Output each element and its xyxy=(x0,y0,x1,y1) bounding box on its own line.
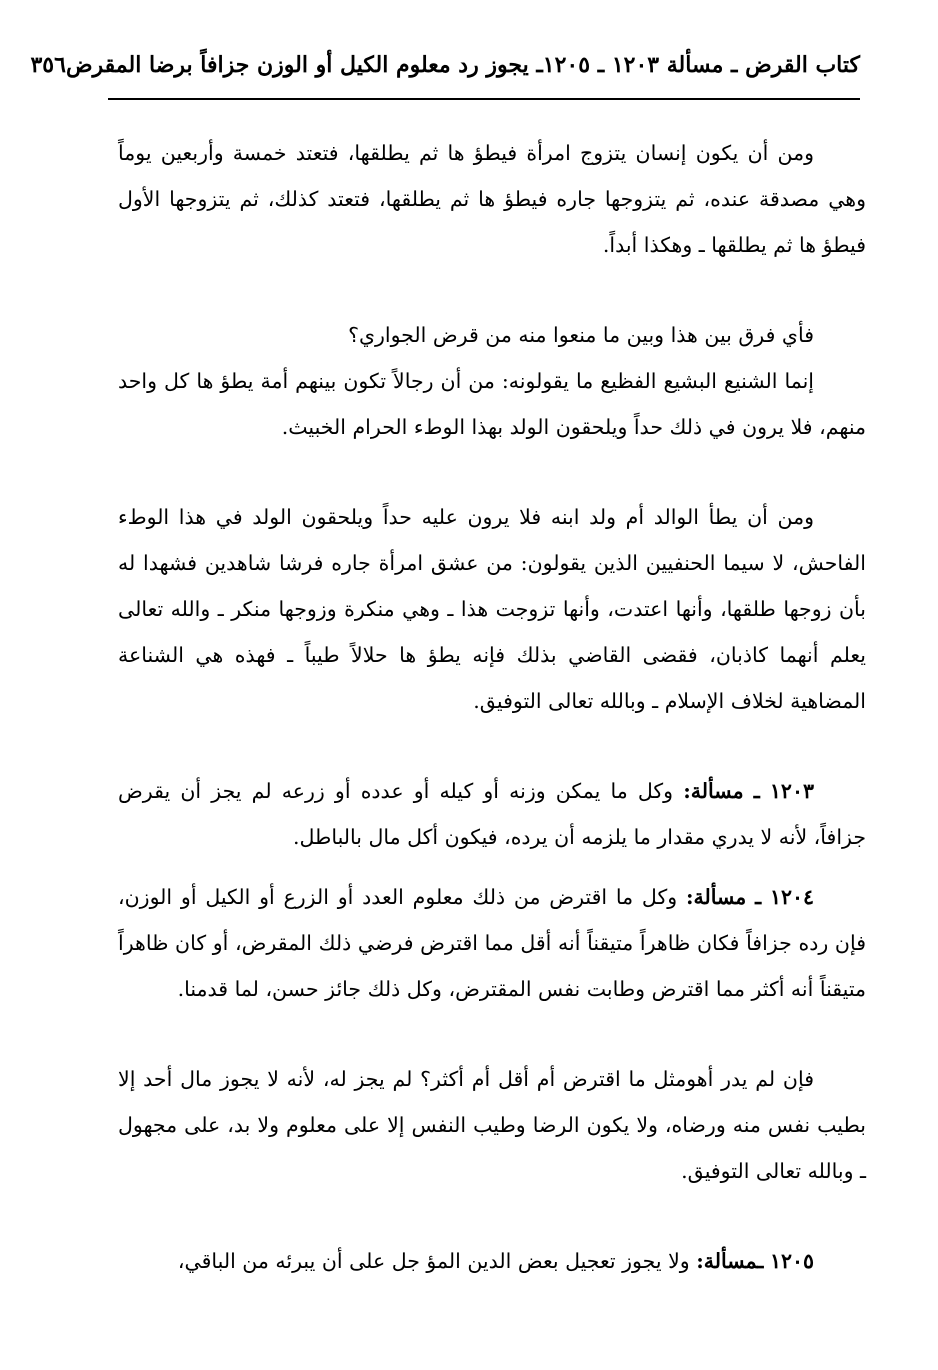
paragraph: فإن لم يدر أهومثل ما اقترض أم أقل أم أكثر؟ لم يجز له، لأنه لا يجوز مال أحد إلا بطيب نفس منه ورضاه، ولا يكون الرضا وطيب النفس إلا على معلوم ولا بد، على مجهول ـ وبالله تعالى التوفيق. xyxy=(118,1067,866,1183)
page-number: ٣٥٦ xyxy=(30,52,66,78)
issue-1205: ١٢٠٥ ـمسألة: ولا يجوز تعجيل بعض الدين المؤ جل على أن يبرئه من الباقي، xyxy=(177,1249,814,1273)
page-header xyxy=(30,52,860,78)
header-rule xyxy=(108,98,860,100)
page-body xyxy=(118,130,866,1284)
paragraph: إنما الشنيع البشيع الفظيع ما يقولونه: من أن رجالاً تكون بينهم أمة يطؤ ها كل واحد منهم، فلا يرون في ذلك حداً ويلحقون الولد بهذا الوطء الحرام الخبيث. xyxy=(118,369,866,439)
paragraph: ومن أن يكون إنسان يتزوج امرأة فيطؤ ها ثم يطلقها، فتعتد خمسة وأربعين يوماً وهي مصدقة عنده، ثم يتزوجها جاره فيطؤ ها ثم يطلقها، فتعتد كذلك، ثم يتزوجها الأول فيطؤ ها ثم يطلقها ـ وهكذا أبداً. xyxy=(118,141,866,257)
issue-number: ١٢٠٤ xyxy=(769,885,814,909)
issue-1203: ١٢٠٣ ـ مسألة: وكل ما يمكن وزنه أو كيله أو عدده أو زرعه لم يجز أن يقرض جزافاً، لأنه لا يدري مقدار ما يلزمه أن يرده، فيكون أكل مال بالباطل. xyxy=(118,779,866,849)
issue-number: ١٢٠٣ xyxy=(769,779,814,803)
paragraph: فأي فرق بين هذا وبين ما منعوا منه من قرض الجواري؟ xyxy=(348,323,814,347)
issue-1204: ١٢٠٤ ـ مسألة: وكل ما اقترض من ذلك معلوم العدد أو الزرع أو الكيل أو الوزن، فإن رده جزافاً فكان ظاهراً متيقناً أنه أقل مما اقترض فرضي ذلك المقرض، أو كان ظاهراً متيقناً أنه أكثر مما اقترض وطابت نفس المقترض، وكل ذلك جائز حسن، لما قدمنا. xyxy=(118,885,866,1001)
issue-label: مسألة xyxy=(693,885,747,909)
issue-label: مسألة xyxy=(703,1249,758,1273)
paragraph: ومن أن يطأ الوالد أم ولد ابنه فلا يرون عليه حداً ويلحقون الولد في هذا الوطء الفاحش، لا سيما الحنفيين الذين يقولون: من عشق امرأة جاره فرشا شاهدين فشهدا له بأن زوجها طلقها، وأنها اعتدت، وأنها تزوجت هذا ـ وهي منكرة وزوجها منكر ـ والله تعالى يعلم أنهما كاذبان، فقضى القاضي بذلك فإنه يطؤ ها حلالاً طيباً ـ فهذه هي الشناعة المضاهية لخلاف الإسلام ـ وبالله تعالى التوفيق. xyxy=(118,505,866,713)
issue-label: مسألة xyxy=(690,779,744,803)
running-title: كتاب القرض ـ مسألة ١٢٠٣ ـ ١٢٠٥ـ يجوز رد معلوم الكيل أو الوزن جزافاً برضا المقرض xyxy=(65,52,860,78)
issue-number: ١٢٠٥ xyxy=(769,1249,814,1273)
